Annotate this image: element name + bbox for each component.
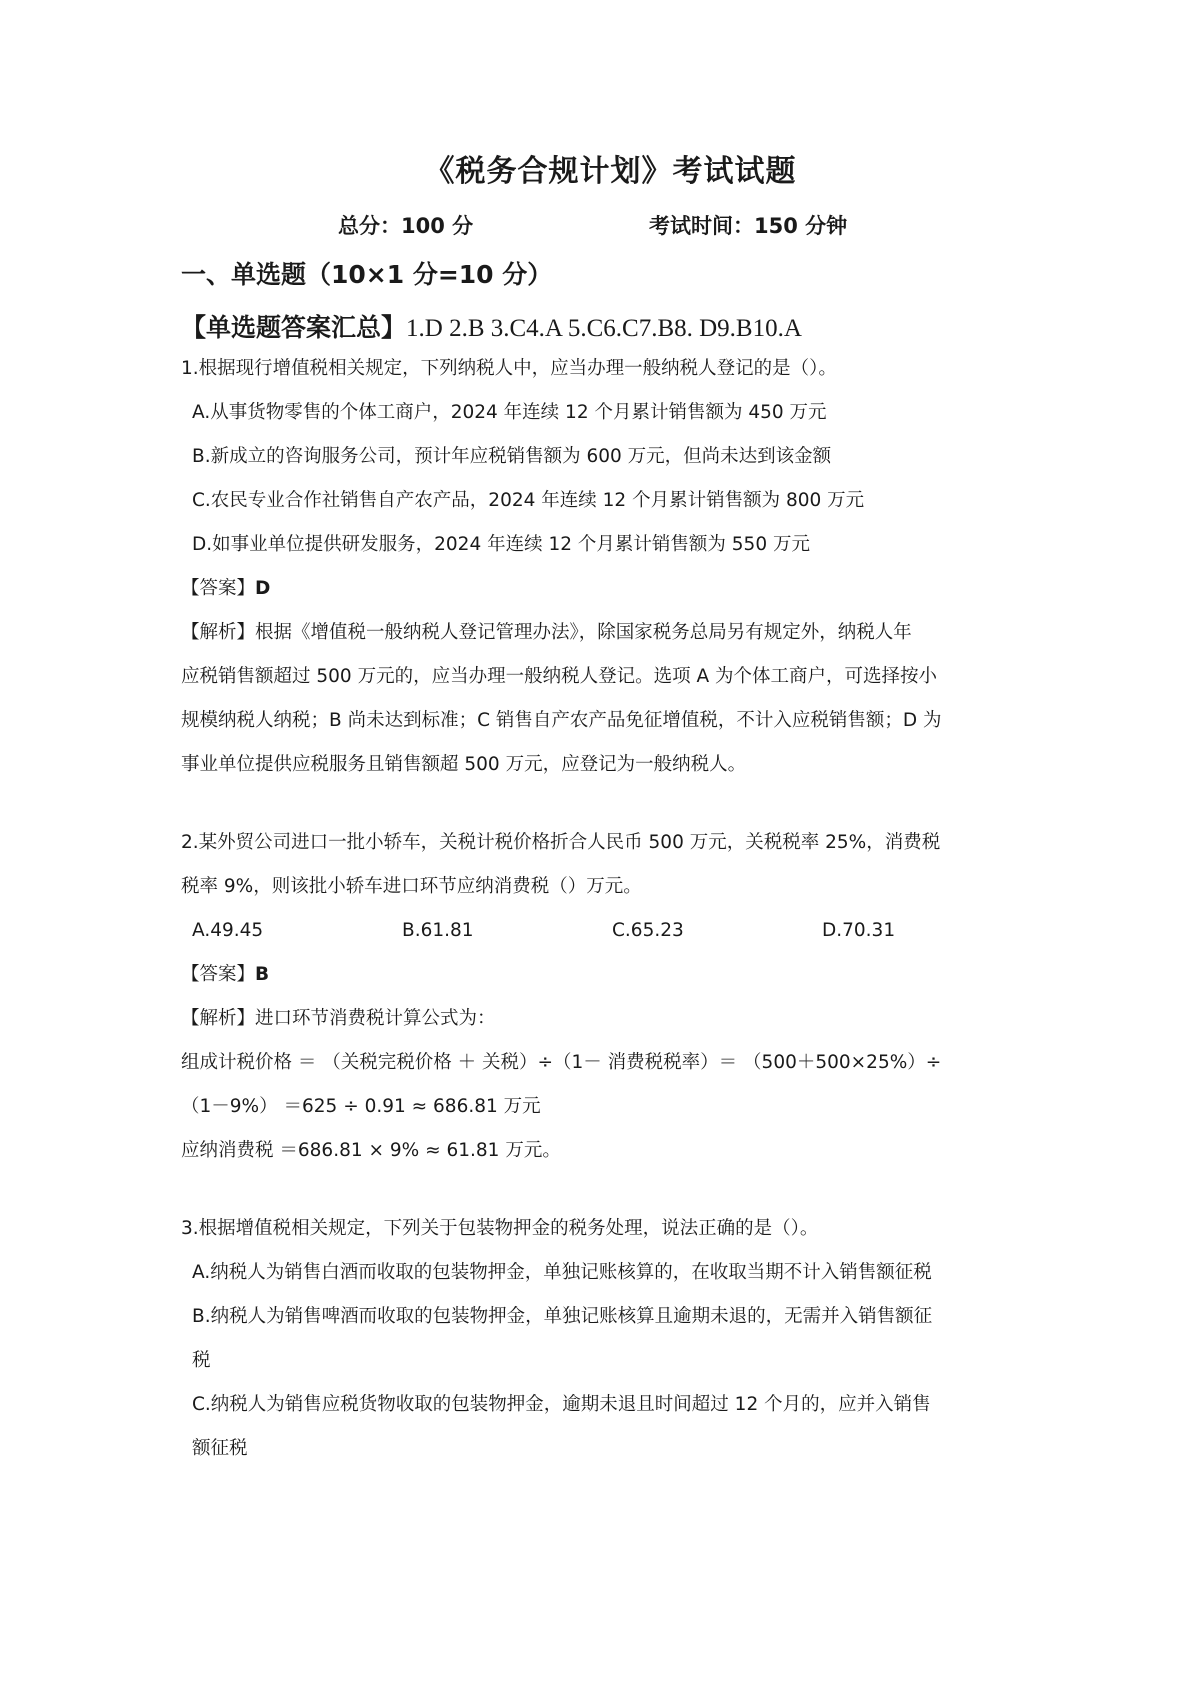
answer-summary: [181, 310, 1040, 347]
option-d: D.70.31: [822, 920, 896, 941]
option-b: B.纳税人为销售啤酒而收取的包装物押金，单独记账核算且逾期未退的，无需并入销售额征: [192, 1306, 933, 1327]
answer-summary-label: 【单选题答案汇总】: [181, 313, 407, 342]
analysis-line: [181, 611, 1040, 655]
option-a: A.从事货物零售的个体工商户，2024 年连续 12 个月累计销售额为 450 万元: [192, 402, 827, 423]
answer-line: [181, 953, 1040, 997]
analysis-label: 【解析】: [181, 1008, 256, 1029]
analysis-text: 应税销售额超过 500 万元的，应当办理一般纳税人登记。选项 A 为个体工商户，可选择按小: [181, 666, 937, 687]
analysis-label: 【解析】: [181, 622, 256, 643]
document-title: 《税务合规计划》考试试题: [424, 154, 797, 189]
analysis-text: 根据《增值税一般纳税人登记管理办法》，除国家税务总局另有规定外，纳税人年: [255, 622, 912, 643]
question-3: [181, 1207, 1040, 1471]
formula-line: 应纳消费税 ＝686.81 × 9% ≈ 61.81 万元。: [181, 1140, 561, 1161]
analysis-text: 事业单位提供应税服务且销售额超 500 万元，应登记为一般纳税人。: [181, 754, 747, 775]
question-1: [181, 347, 1040, 787]
option-c-cont: 额征税: [192, 1438, 248, 1459]
answer-label: 【答案】: [181, 964, 256, 985]
exam-time: 考试时间：150 分钟: [649, 214, 848, 238]
section-heading: 一、单选题（10×1 分=10 分）: [181, 260, 553, 289]
analysis-text: 规模纳税人纳税；B 尚未达到标准；C 销售自产农产品免征增值税，不计入应税销售额；D 为: [181, 710, 942, 731]
question-stem: 2.某外贸公司进口一批小轿车，关税计税价格折合人民币 500 万元，关税税率 25%，消费税: [181, 832, 941, 853]
total-score: 总分：100 分: [338, 214, 474, 238]
option-c: C.农民专业合作社销售自产农产品，2024 年连续 12 个月累计销售额为 800 万元: [192, 490, 865, 511]
answer-value: D: [255, 578, 271, 599]
options-row: [181, 909, 1040, 953]
formula-line: 组成计税价格 ＝ （关税完税价格 ＋ 关税）÷（1－ 消费税税率）＝ （500＋500×25%）÷: [181, 1052, 942, 1073]
option-c: C.纳税人为销售应税货物收取的包装物押金，逾期未退且时间超过 12 个月的，应并入销售: [192, 1394, 931, 1415]
analysis-text: 进口环节消费税计算公式为：: [255, 1008, 496, 1029]
formula-line: （1－9%） ＝625 ÷ 0.91 ≈ 686.81 万元: [181, 1096, 541, 1117]
option-a: A.49.45: [192, 920, 264, 941]
option-b-cont: 税: [192, 1350, 211, 1371]
answer-line: [181, 567, 1040, 611]
question-stem: 税率 9%，则该批小轿车进口环节应纳消费税（）万元。: [181, 876, 642, 897]
question-stem: 3.根据增值税相关规定，下列关于包装物押金的税务处理，说法正确的是（）。: [181, 1218, 819, 1239]
answer-label: 【答案】: [181, 578, 256, 599]
analysis-line: [181, 997, 1040, 1041]
option-c: C.65.23: [612, 920, 684, 941]
option-b: B.61.81: [402, 920, 474, 941]
option-b: B.新成立的咨询服务公司，预计年应税销售额为 600 万元，但尚未达到该金额: [192, 446, 832, 467]
question-stem: 1.根据现行增值税相关规定，下列纳税人中，应当办理一般纳税人登记的是（）。: [181, 358, 837, 379]
option-d: D.如事业单位提供研发服务，2024 年连续 12 个月累计销售额为 550 万元: [192, 534, 810, 555]
answer-value: B: [255, 964, 270, 985]
option-a: A.纳税人为销售白酒而收取的包装物押金，单独记账核算的，在收取当期不计入销售额征税: [192, 1262, 932, 1283]
exam-meta: [181, 210, 1040, 240]
question-2: [181, 821, 1040, 1173]
answer-summary-value: 1.D 2.B 3.C4.A 5.C6.C7.B8. D9.B10.A: [406, 315, 802, 342]
